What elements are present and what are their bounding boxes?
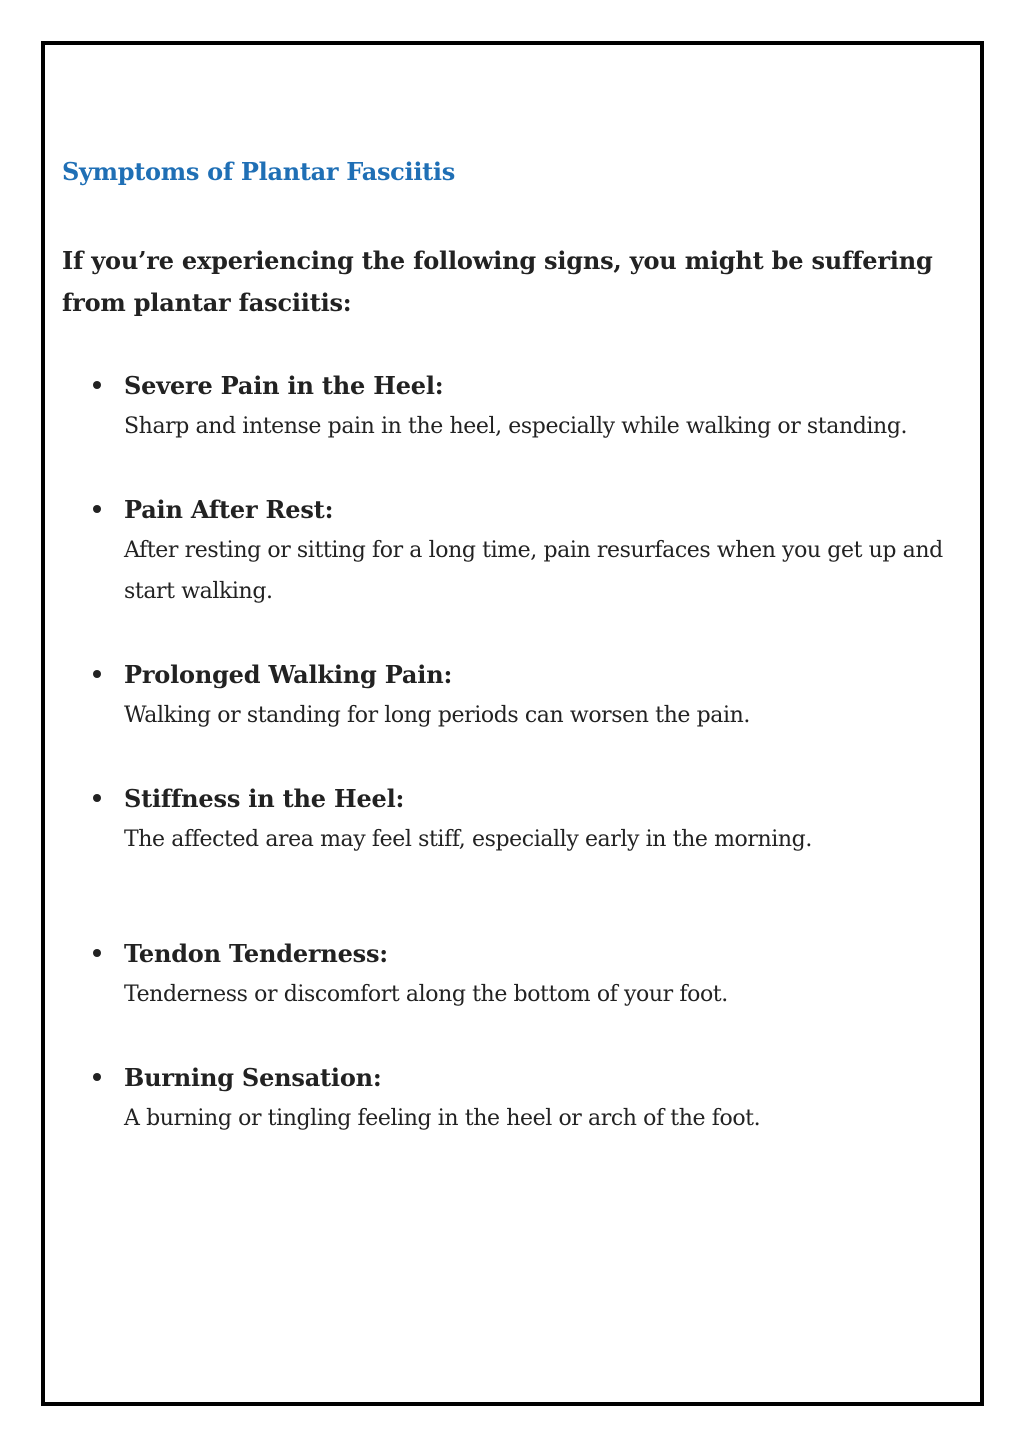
intro-paragraph: If you’re experiencing the following signs, you might be suffering from plantar fasciitis: [62,246,933,317]
bullet-icon [93,505,101,513]
symptom-title: Severe Pain in the Heel: [124,371,444,400]
symptom-description: The affected area may feel stiff, especially early in the morning. [124,827,812,852]
section-title: Symptoms of Plantar Fasciitis [62,157,455,186]
symptom-description: Walking or standing for long periods can worsen the pain. [124,703,750,728]
symptom-description: Sharp and intense pain in the heel, especially while walking or standing. [124,414,908,439]
bullet-icon [93,670,101,678]
symptom-title: Pain After Rest: [124,495,334,524]
bullet-icon [93,949,101,957]
bullet-icon [93,794,101,802]
symptom-description: A burning or tingling feeling in the heel or arch of the foot. [124,1106,761,1131]
symptom-title: Tendon Tenderness: [124,939,388,968]
symptom-description: Tenderness or discomfort along the bottom of your foot. [124,982,728,1007]
symptom-title: Prolonged Walking Pain: [124,660,453,689]
symptom-title: Stiffness in the Heel: [124,784,405,813]
symptom-title: Burning Sensation: [124,1063,382,1092]
symptom-description: After resting or sitting for a long time, pain resurfaces when you get up and start walking. [124,538,943,604]
bullet-icon [93,381,101,389]
bullet-icon [93,1073,101,1081]
